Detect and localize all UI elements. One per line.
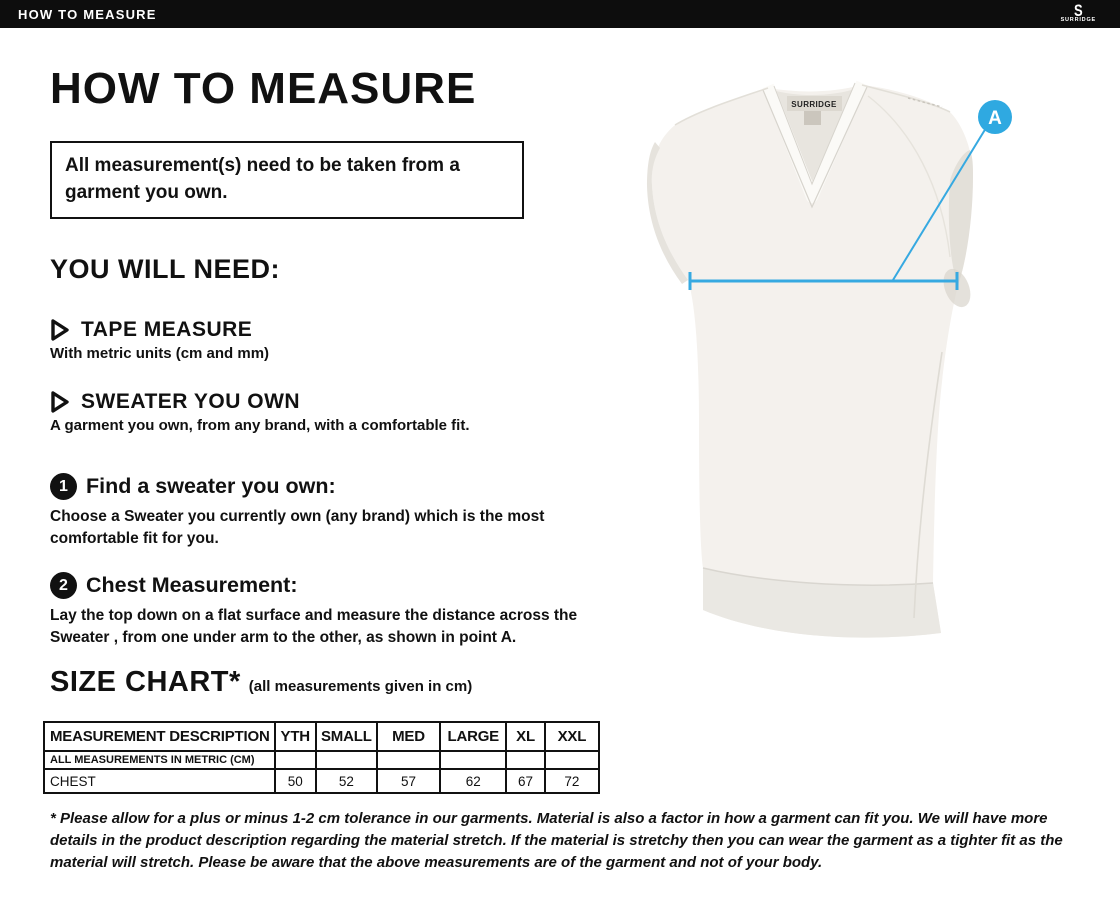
row-label: ALL MEASUREMENTS IN METRIC (CM): [44, 751, 275, 769]
triangle-bullet-icon: [50, 318, 70, 342]
table-cell: 62: [440, 769, 506, 793]
need-item-sweater: [50, 390, 610, 434]
top-bar-title: HOW TO MEASURE: [18, 6, 157, 22]
column-header: YTH: [275, 722, 316, 751]
column-header: LARGE: [440, 722, 506, 751]
you-will-need-heading: YOU WILL NEED:: [50, 254, 281, 284]
table-cell: [440, 751, 506, 769]
step-title: Find a sweater you own:: [86, 474, 336, 498]
surridge-logo: [1060, 1, 1096, 24]
step-number-badge: 2: [50, 572, 77, 599]
page-title: HOW TO MEASURE: [50, 64, 477, 113]
triangle-bullet-icon: [50, 390, 70, 414]
size-chart-header-row: [44, 722, 599, 751]
table-row-metric-note: [44, 751, 599, 769]
column-header: SMALL: [316, 722, 377, 751]
step-description: Lay the top down on a flat surface and measure the distance across the Sweater , from one under arm to the other, as shown in point A.: [50, 607, 578, 646]
table-cell: [316, 751, 377, 769]
need-item-title: SWEATER YOU OWN: [81, 390, 301, 413]
row-label: CHEST: [44, 769, 275, 793]
size-chart-table: [43, 721, 600, 794]
column-header: MED: [377, 722, 440, 751]
table-cell: [377, 751, 440, 769]
neck-size-tag: [804, 110, 821, 125]
table-cell: [275, 751, 316, 769]
table-cell: [545, 751, 599, 769]
size-chart-title: SIZE CHART*: [50, 666, 241, 698]
surridge-logo-icon: S: [1073, 1, 1083, 21]
step-title: Chest Measurement:: [86, 573, 298, 597]
column-header: XL: [506, 722, 544, 751]
step-chest-measurement: [50, 572, 610, 649]
table-cell: 57: [377, 769, 440, 793]
need-item-title: TAPE MEASURE: [81, 318, 253, 341]
size-chart-subtitle: (all measurements given in cm): [248, 678, 473, 695]
need-item-description: With metric units (cm and mm): [50, 345, 270, 362]
table-cell: 50: [275, 769, 316, 793]
surridge-logo-text: SURRIDGE: [1060, 17, 1096, 24]
top-bar: [0, 0, 1120, 28]
need-item-tape-measure: [50, 318, 610, 362]
column-header: MEASUREMENT DESCRIPTION: [44, 722, 275, 751]
point-a-label: A: [988, 108, 1002, 129]
step-find-sweater: [50, 473, 610, 550]
size-chart-heading: [50, 666, 472, 699]
need-item-description: A garment you own, from any brand, with a comfortable fit.: [50, 417, 470, 434]
tolerance-footnote: * Please allow for a plus or minus 1-2 cm tolerance in our garments. Material is also a factor in how a garment can fit you. We will have more details in the product description regarding the material stretch. If the material is stretchy then you can wear the garment as a tighter fit as the material will stretch. Please be aware that the above measurements are of the garment and not of your body.: [50, 810, 1063, 872]
table-cell: 72: [545, 769, 599, 793]
notice-box: All measurement(s) need to be taken from a garment you own.: [50, 141, 524, 219]
table-cell: 67: [506, 769, 544, 793]
step-description: Choose a Sweater you currently own (any brand) which is the most comfortable fit for you.: [50, 508, 545, 547]
step-number-badge: 1: [50, 473, 77, 500]
table-row-chest: [44, 769, 599, 793]
column-header: XXL: [545, 722, 599, 751]
table-cell: 52: [316, 769, 377, 793]
table-cell: [506, 751, 544, 769]
neck-label-text: SURRIDGE: [791, 100, 837, 109]
sweater-measurement-figure: [612, 52, 1032, 682]
